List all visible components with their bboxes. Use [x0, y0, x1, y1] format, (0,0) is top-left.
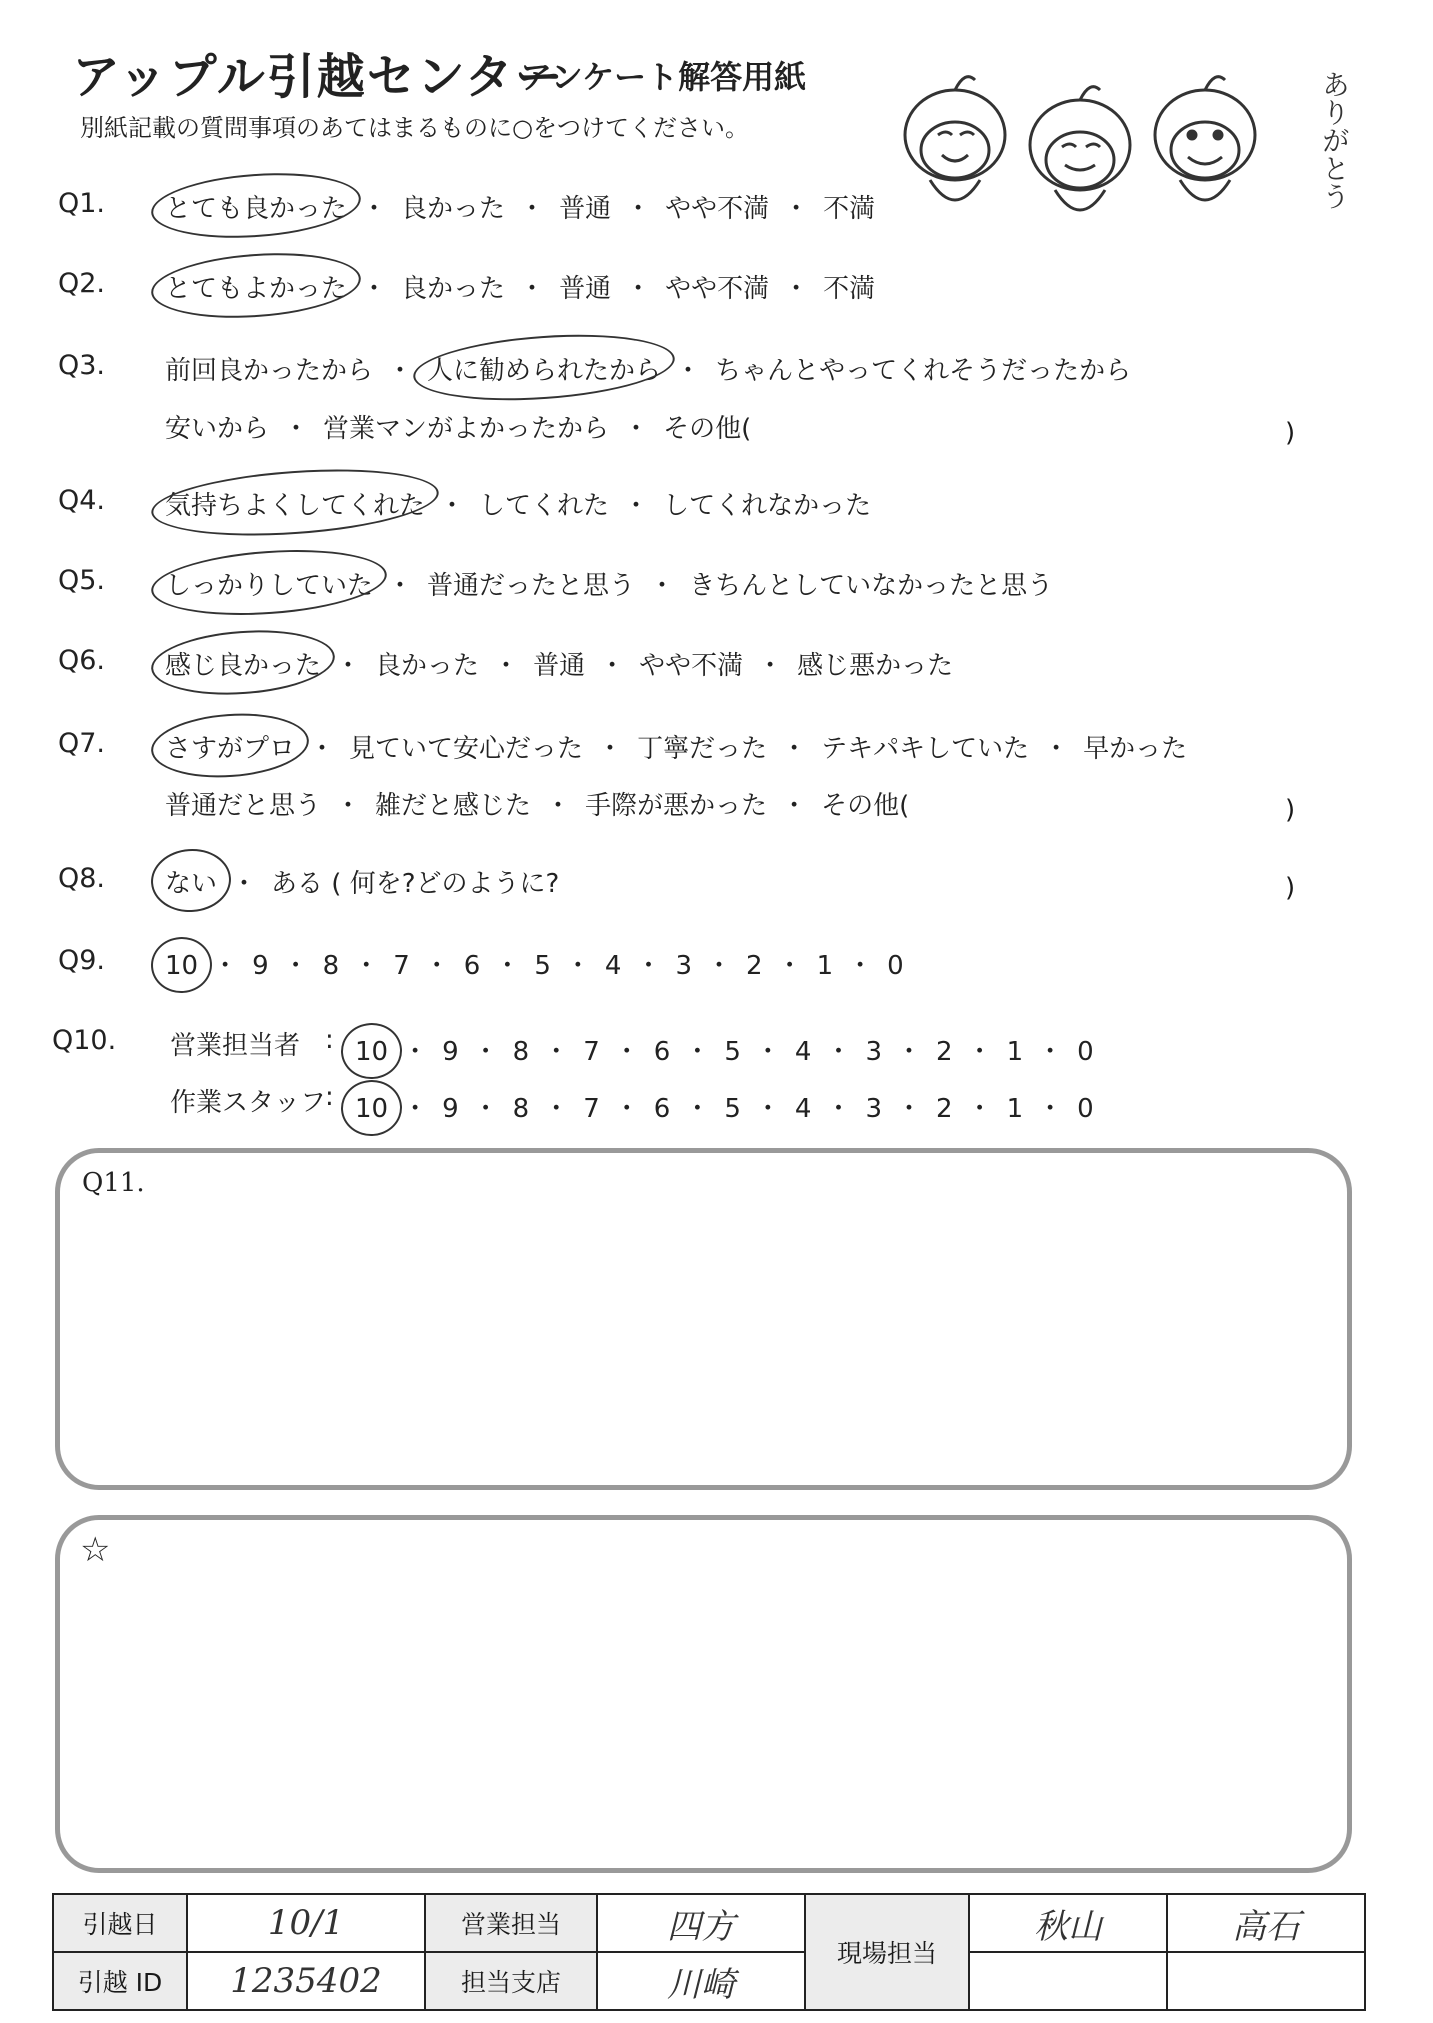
option-separator: ・	[825, 1094, 852, 1124]
option-separator: ・	[783, 274, 810, 304]
answer-option[interactable]: 感じ悪かった	[797, 651, 954, 681]
move-id-label: 引越 ID	[53, 1952, 187, 2010]
option-separator: ・	[282, 951, 309, 981]
answer-option[interactable]: テキパキしていた	[821, 734, 1030, 764]
sales-rep-value	[597, 1894, 805, 1952]
answer-option-selected[interactable]: とてもよかった	[165, 268, 347, 305]
answer-option[interactable]: 4	[604, 951, 622, 981]
answer-option[interactable]: 雑だと感じた	[375, 791, 532, 821]
answer-option[interactable]: 1	[816, 951, 834, 981]
score-option[interactable]: 4	[794, 1094, 812, 1124]
answer-option[interactable]: ちゃんとやってくれそうだったから	[715, 356, 1132, 386]
option-separator: ・	[231, 869, 258, 899]
option-separator: ・	[623, 491, 650, 521]
form-subtitle: アンケート解答用紙	[520, 58, 807, 96]
site-rep-value-1	[969, 1894, 1167, 1952]
score-option[interactable]: 8	[512, 1094, 530, 1124]
answer-option[interactable]: やや不満	[639, 651, 744, 681]
answer-option-selected[interactable]: 気持ちよくしてくれた	[165, 485, 425, 522]
option-separator: ・	[896, 1037, 923, 1067]
branch-label: 担当支店	[425, 1952, 597, 2010]
answer-option[interactable]: 良かった	[401, 274, 506, 304]
q11-label: Q11.	[82, 1168, 145, 1198]
option-separator: ・	[966, 1037, 993, 1067]
star-label: ☆	[80, 1530, 111, 1570]
score-option[interactable]: 2	[936, 1094, 953, 1124]
answer-option[interactable]: 普通だと思う	[165, 791, 322, 821]
option-separator: ・	[361, 274, 388, 304]
answer-options-row	[165, 268, 875, 305]
option-separator: ・	[597, 734, 624, 764]
answer-option[interactable]: 良かった	[375, 651, 480, 681]
move-date-label: 引越日	[53, 1894, 187, 1952]
answer-option[interactable]: 不満	[823, 194, 876, 224]
answer-option[interactable]: 普通だったと思う	[427, 571, 636, 601]
option-separator: ・	[599, 651, 626, 681]
option-separator: ・	[519, 274, 546, 304]
branch-handwritten: 川崎	[667, 1964, 735, 2005]
option-separator: ・	[613, 1037, 640, 1067]
option-separator: ・	[896, 1094, 923, 1124]
answer-option[interactable]: 手際が悪かった	[585, 791, 768, 821]
q10-row-label: 営業担当者	[170, 1031, 301, 1061]
option-separator: ・	[472, 1037, 499, 1067]
score-option-selected[interactable]: 10	[355, 1037, 389, 1067]
move-date-value	[187, 1894, 425, 1952]
score-option[interactable]: 0	[1077, 1037, 1094, 1067]
score-option[interactable]: 1	[1006, 1037, 1024, 1067]
answer-option-selected[interactable]: 感じ良かった	[165, 645, 321, 682]
option-separator: ・	[309, 734, 336, 764]
option-separator: ・	[283, 414, 310, 444]
question-number: Q9.	[58, 945, 106, 976]
answer-options-row	[165, 863, 559, 900]
option-separator: ・	[847, 951, 874, 981]
score-option[interactable]: 9	[442, 1094, 459, 1124]
score-option[interactable]: 5	[724, 1094, 741, 1124]
sales-rep-label: 営業担当	[425, 1894, 597, 1952]
option-separator: ・	[781, 791, 808, 821]
score-option[interactable]: 6	[653, 1094, 671, 1124]
option-separator: ・	[361, 194, 388, 224]
answer-option[interactable]: 5	[534, 951, 551, 981]
branch-value	[597, 1952, 805, 2010]
option-separator: ・	[423, 951, 450, 981]
move-id-value	[187, 1952, 425, 2010]
answer-options-row	[165, 645, 953, 682]
option-separator: ・	[402, 1094, 429, 1124]
instruction-text: 別紙記載の質問事項のあてはまるものに○をつけてください。	[80, 114, 749, 142]
answer-option[interactable]: 見ていて安心だった	[349, 734, 584, 764]
option-separator: ・	[754, 1094, 781, 1124]
q11-comment-box[interactable]	[55, 1148, 1352, 1490]
option-separator: ・	[543, 1094, 570, 1124]
question-number: Q5.	[58, 565, 106, 596]
option-separator: ・	[543, 1037, 570, 1067]
question-number: Q7.	[58, 728, 106, 759]
option-separator: ・	[439, 491, 466, 521]
score-option[interactable]: 0	[1077, 1094, 1094, 1124]
option-separator: ・	[1037, 1094, 1064, 1124]
question-number: Q3.	[58, 350, 106, 381]
score-option[interactable]: 7	[583, 1094, 600, 1124]
answer-option[interactable]: 早かった	[1083, 734, 1188, 764]
option-separator: ・	[613, 1094, 640, 1124]
answer-option[interactable]: 普通	[559, 194, 612, 224]
q10-scale-row	[355, 1031, 1094, 1068]
option-separator: ・	[675, 356, 702, 386]
thanks-text: ありがとう	[1318, 70, 1351, 210]
q10-colon: :	[325, 1082, 334, 1112]
monkey-mascots-illustration	[880, 55, 1320, 255]
answer-option[interactable]: 6	[463, 951, 481, 981]
option-separator: ・	[625, 274, 652, 304]
answer-option[interactable]: 8	[322, 951, 340, 981]
site-rep-handwritten-2: 高石	[1232, 1906, 1300, 1947]
option-separator: ・	[783, 194, 810, 224]
score-option[interactable]: 3	[865, 1037, 883, 1067]
option-separator: ・	[494, 951, 521, 981]
option-separator: ・	[545, 791, 572, 821]
answer-option[interactable]: 7	[393, 951, 410, 981]
answer-options-row	[165, 728, 1187, 765]
answer-option-selected[interactable]: 10	[165, 951, 199, 981]
option-separator: ・	[781, 734, 808, 764]
answer-options-row	[165, 350, 1131, 387]
question-number: Q4.	[58, 485, 106, 516]
option-separator: ・	[635, 951, 662, 981]
move-id-handwritten: 1235402	[230, 1961, 382, 2001]
answer-option[interactable]: 不満	[823, 274, 876, 304]
score-option[interactable]: 9	[442, 1037, 459, 1067]
site-rep-label: 現場担当	[805, 1894, 969, 2010]
answer-option[interactable]: 普通	[533, 651, 586, 681]
answer-option[interactable]: 0	[887, 951, 904, 981]
option-separator: ・	[353, 951, 380, 981]
score-option[interactable]: 3	[865, 1094, 883, 1124]
option-separator: ・	[1037, 1037, 1064, 1067]
answer-option[interactable]: 丁寧だった	[637, 734, 768, 764]
answer-option[interactable]: 営業マンがよかったから	[323, 414, 610, 444]
answer-options-row	[165, 565, 1053, 602]
q10-row-label: 作業スタッフ	[170, 1088, 327, 1118]
star-comment-box[interactable]	[55, 1515, 1352, 1873]
score-option[interactable]: 4	[794, 1037, 812, 1067]
site-rep-empty-1	[969, 1952, 1167, 2010]
answer-option[interactable]: 良かった	[401, 194, 506, 224]
option-separator: ・	[402, 1037, 429, 1067]
option-separator: ・	[519, 194, 546, 224]
option-separator: ・	[684, 1037, 711, 1067]
option-separator: ・	[776, 951, 803, 981]
q10-colon: :	[325, 1025, 334, 1055]
answer-option[interactable]: してくれなかった	[663, 491, 872, 521]
answer-option[interactable]: きちんとしていなかったと思う	[689, 571, 1054, 601]
move-date-handwritten: 10/1	[267, 1903, 345, 1943]
question-number: Q6.	[58, 645, 106, 676]
answer-option-selected[interactable]: さすがプロ	[165, 728, 295, 765]
option-separator: ・	[387, 356, 414, 386]
answer-option[interactable]: 安いから	[165, 414, 270, 444]
option-separator: ・	[1043, 734, 1070, 764]
score-option[interactable]: 8	[512, 1037, 530, 1067]
closing-paren: )	[1285, 418, 1296, 448]
sales-rep-handwritten: 四方	[667, 1906, 735, 1947]
option-separator: ・	[623, 414, 650, 444]
option-separator: ・	[335, 651, 362, 681]
score-option[interactable]: 7	[583, 1037, 600, 1067]
closing-paren: )	[1285, 873, 1296, 903]
answer-options-row	[165, 945, 904, 982]
answer-option-selected[interactable]: 人に勧められたから	[427, 350, 661, 387]
option-separator: ・	[493, 651, 520, 681]
q10-number: Q10.	[52, 1025, 117, 1056]
footer-info-table	[52, 1893, 1366, 2011]
answer-option-selected[interactable]: ない	[165, 863, 217, 900]
q10-scale-row	[355, 1088, 1094, 1125]
answer-option[interactable]: 普通	[559, 274, 612, 304]
answer-options-row	[165, 485, 871, 522]
question-number: Q2.	[58, 268, 106, 299]
option-separator: ・	[335, 791, 362, 821]
closing-paren: )	[1285, 795, 1296, 825]
answer-option[interactable]: やや不満	[665, 194, 770, 224]
answer-option[interactable]: 2	[746, 951, 763, 981]
site-rep-handwritten-1: 秋山	[1034, 1906, 1102, 1947]
answer-options-row	[165, 188, 875, 225]
answer-options-row	[165, 408, 751, 445]
answer-options-row	[165, 785, 909, 822]
question-number: Q1.	[58, 188, 106, 219]
option-separator: ・	[564, 951, 591, 981]
company-title: アップル引越センター	[72, 49, 565, 105]
question-number: Q8.	[58, 863, 106, 894]
option-separator: ・	[966, 1094, 993, 1124]
option-separator: ・	[754, 1037, 781, 1067]
option-separator: ・	[706, 951, 733, 981]
option-separator: ・	[757, 651, 784, 681]
site-rep-empty-2	[1167, 1952, 1365, 2010]
option-separator: ・	[387, 571, 414, 601]
option-separator: ・	[472, 1094, 499, 1124]
answer-option[interactable]: ある ( 何を?どのように?	[271, 869, 560, 899]
option-separator: ・	[212, 951, 239, 981]
score-option[interactable]: 2	[936, 1037, 953, 1067]
answer-option-selected[interactable]: しっかりしていた	[165, 565, 373, 602]
answer-option[interactable]: 9	[252, 951, 269, 981]
answer-option[interactable]: 前回良かったから	[165, 356, 374, 386]
score-option[interactable]: 5	[724, 1037, 741, 1067]
option-separator: ・	[684, 1094, 711, 1124]
option-separator: ・	[625, 194, 652, 224]
answer-option[interactable]: その他(	[663, 414, 752, 444]
score-option-selected[interactable]: 10	[355, 1094, 389, 1124]
answer-option[interactable]: やや不満	[665, 274, 770, 304]
answer-option[interactable]: 3	[675, 951, 693, 981]
answer-option[interactable]: その他(	[821, 791, 910, 821]
site-rep-value-2	[1167, 1894, 1365, 1952]
score-option[interactable]: 6	[653, 1037, 671, 1067]
option-separator: ・	[825, 1037, 852, 1067]
option-separator: ・	[649, 571, 676, 601]
answer-option[interactable]: してくれた	[479, 491, 610, 521]
answer-option-selected[interactable]: とても良かった	[165, 188, 347, 225]
score-option[interactable]: 1	[1006, 1094, 1024, 1124]
